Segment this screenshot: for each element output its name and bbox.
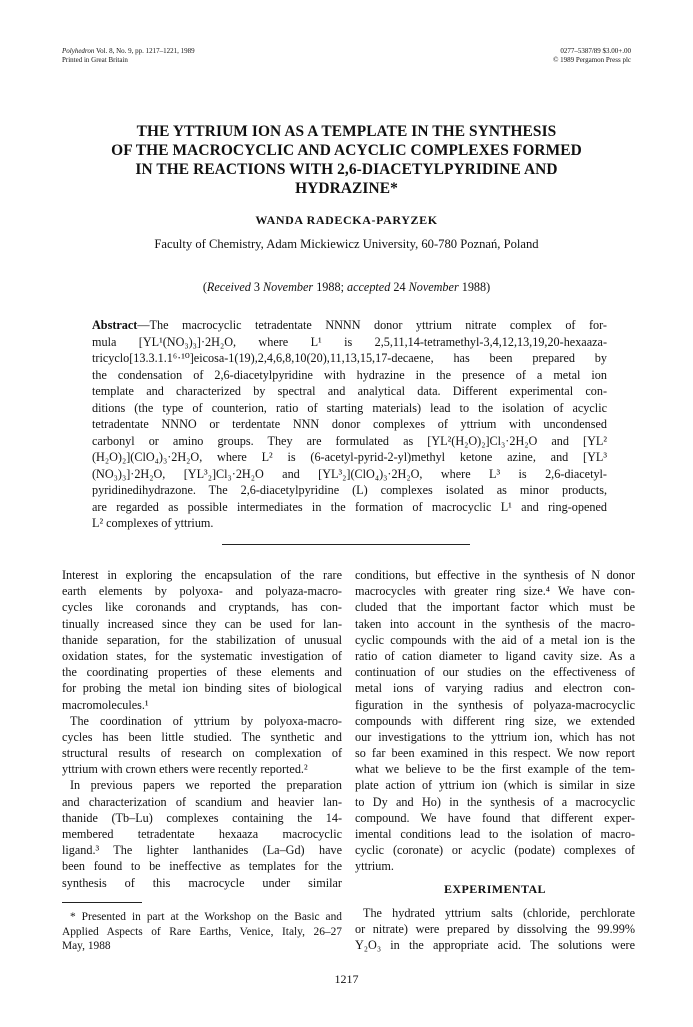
accepted-label: accepted (347, 280, 391, 294)
body-line: been found to be ineffective as templates for the (62, 859, 342, 874)
abstract-line: tricyclo[13.3.1.1⁶·¹⁰]eicosa-1(19),2,4,6,8,10(20),11,13,15,17-decaene, has been prepared by (92, 351, 607, 365)
abstract-divider (222, 544, 470, 545)
body-line: macrocycles with greater ring size.⁴ We have con- (355, 584, 635, 599)
footnote (62, 910, 342, 954)
copyright: © 1989 Pergamon Press plc (553, 56, 631, 64)
body-line: imental conditions lead to the isolation of macro- (355, 827, 635, 841)
body-line: thanide (Tb–Lu) complexes containing the 14- (62, 810, 342, 825)
abstract-label: Abstract (92, 318, 138, 332)
body-line: earth elements by polyoxa- and polyaza-macro- (62, 584, 342, 599)
abstract-line: pyridinedihydrazone. The 2,6-diacetylpyridine (L) complexes isolated as minor products, (92, 483, 607, 497)
issn-price: 0277–5387/89 $3.00+.00 (560, 47, 631, 55)
body-line: In previous papers we reported the preparation (70, 778, 342, 793)
body-line: cycles has been little studied. The synthetic and (62, 729, 342, 744)
abstract-line: L² complexes of yttrium. (92, 516, 214, 530)
body-line: yttrium. (355, 859, 394, 874)
journal-citation (62, 47, 195, 56)
section-heading-experimental: EXPERIMENTAL (444, 881, 546, 896)
abstract-line: carbonyl or amino groups. They are formulated as [YL²(H₂O)₂]Cl₃·2H₂O and [YL² (92, 433, 607, 448)
body-line: continuation of our studies on the effectiveness of (355, 665, 635, 680)
abstract-line: Abstract—The macrocyclic tetradentate NNNN donor yttrium nitrate complex of for- (92, 318, 607, 332)
body-line: our investigations to the yttrium ion, which has not (355, 729, 635, 744)
body-line: taken into account in the synthesis of the macro- (355, 616, 635, 631)
body-line: macromolecules.¹ (62, 697, 149, 712)
volume-info: Vol. 8, No. 9, pp. 1217–1221, 1989 (94, 47, 195, 55)
body-line: conditions, but effective in the synthesis of N donor (355, 568, 635, 582)
body-line: ratio of cation diameter to ligand cavity size. As a (355, 648, 635, 663)
body-line: synthesis of this macrocycle under similar (62, 875, 342, 890)
footnote-line: May, 1988 (62, 940, 111, 953)
title-line: HYDRAZINE* (295, 180, 398, 197)
body-line: figuration in the synthesis of polyaza-macrocyclic (355, 697, 635, 712)
footnote-line: Applied Aspects of Rare Earths, Venice, Italy, 26–27 (62, 925, 342, 938)
body-line: plate action of yttrium ion (which is similar in size (355, 778, 635, 793)
body-line: cycles like coronands and cryptands, has con- (62, 600, 342, 615)
body-line: The hydrated yttrium salts (chloride, perchlorate (363, 905, 635, 920)
body-line: compound. We have found that different exper- (355, 810, 635, 825)
journal-name: Polyhedron (62, 47, 95, 55)
running-header-left (62, 47, 195, 65)
printed-in: Printed in Great Britain (62, 56, 128, 64)
running-header-right (553, 47, 631, 65)
received-label: Received (206, 280, 251, 294)
abstract-line: (NO₃)₃]·2H₂O, [YL³₂]Cl₃·2H₂O and [YL³₂](ClO₄)₃·2H₂O, where L³ is 2,6-diacetyl- (92, 466, 607, 481)
title-line: IN THE REACTIONS WITH 2,6-DIACETYLPYRIDINE AND (135, 161, 558, 178)
body-line: ligand.³ The lighter lanthanides (La–Gd) have (62, 843, 342, 858)
footnote-divider (62, 902, 142, 903)
body-line: membered tetradentate hexaaza macrocyclic (62, 827, 342, 841)
abstract-line: mula [YL¹(NO₃)₃]·2H₂O, where L¹ is 2,5,11,14-tetramethyl-3,4,12,13,19,20-hexaaza- (92, 334, 607, 349)
received-dates: (Received 3 November 1988; accepted 24 November 1988) (202, 280, 491, 294)
body-line: cluded that the important factor which must be (355, 600, 635, 615)
body-line: yttrium with crown ethers were recently reported.² (62, 762, 308, 777)
page-number: 1217 (334, 972, 359, 986)
body-line: cyclic (coronate) or acyclic (podate) complexes of (355, 843, 635, 858)
body-line: tinually increased since they can be used for lan- (62, 616, 342, 631)
body-line: and characterization of scandium and heavier lan- (62, 794, 342, 809)
abstract-line: tetradentate NNNO or terdentate NNN donor complexes of yttrium with uncondensed (92, 417, 607, 431)
footnote-line: * Presented in part at the Workshop on the Basic and (70, 911, 342, 923)
body-line: thanide separation, for the stabilization of unusual (62, 632, 342, 647)
body-line: what we believe to be the first example of the tem- (355, 762, 635, 777)
abstract-line: ditions (the type of counterion, ratio of starting materials) lead to the isolation of acyclic (92, 400, 607, 415)
body-line: cyclic compounds with the aid of a metal ion is the (355, 632, 635, 647)
body-column-left (62, 567, 342, 891)
title-line: OF THE MACROCYCLIC AND ACYCLIC COMPLEXES FORMED (111, 142, 582, 159)
body-line: Y₂O₃ in the appropriate acid. The solutions were (355, 938, 635, 953)
body-column-right (355, 567, 635, 953)
body-line: to Dy and Ho) in the synthesis of a macrocyclic (355, 794, 635, 809)
abstract-line: are regarded as possible intermediates in the formation of macrocyclic L¹ and ring-opened (92, 499, 607, 514)
body-line: so far been examined in this respect. We now report (355, 746, 635, 761)
author-affiliation: Faculty of Chemistry, Adam Mickiewicz University, 60-780 Poznań, Poland (154, 237, 539, 251)
body-line: for probing the metal ion binding sites of biological (62, 681, 342, 696)
body-line: oxidation states, for the systematic investigation of (62, 648, 342, 663)
body-line: the coordinating properties of these elements and (62, 665, 342, 680)
abstract-line: (H₂O)₂](ClO₄)₃·2H₂O, where L² is (6-acetyl-pyrid-2-yl)methyl ketone azine, and [YL³ (92, 450, 607, 464)
body-line: compounds with different ring size, we extended (355, 713, 635, 728)
title-line: THE YTTRIUM ION AS A TEMPLATE IN THE SYNTHESIS (136, 123, 557, 140)
author-name: WANDA RADECKA-PARYZEK (255, 213, 438, 227)
abstract-line: template and characterized by spectral and analytical data. Different experimental con- (92, 384, 607, 398)
abstract (92, 317, 607, 532)
body-line: The coordination of yttrium by polyoxa-macro- (70, 713, 342, 728)
abstract-line: the condensation of 2,6-diacetylpyridine with hydrazine in the presence of a metal ion (92, 367, 607, 382)
article-title (70, 122, 623, 198)
body-line: metal ions of varying radius and electron con- (355, 681, 635, 696)
body-line: structural results of research on complexation of (62, 746, 342, 761)
body-line: or nitrate) were prepared by dissolving the 99.99% (355, 921, 635, 936)
body-line: Interest in exploring the encapsulation of the rare (62, 568, 342, 582)
